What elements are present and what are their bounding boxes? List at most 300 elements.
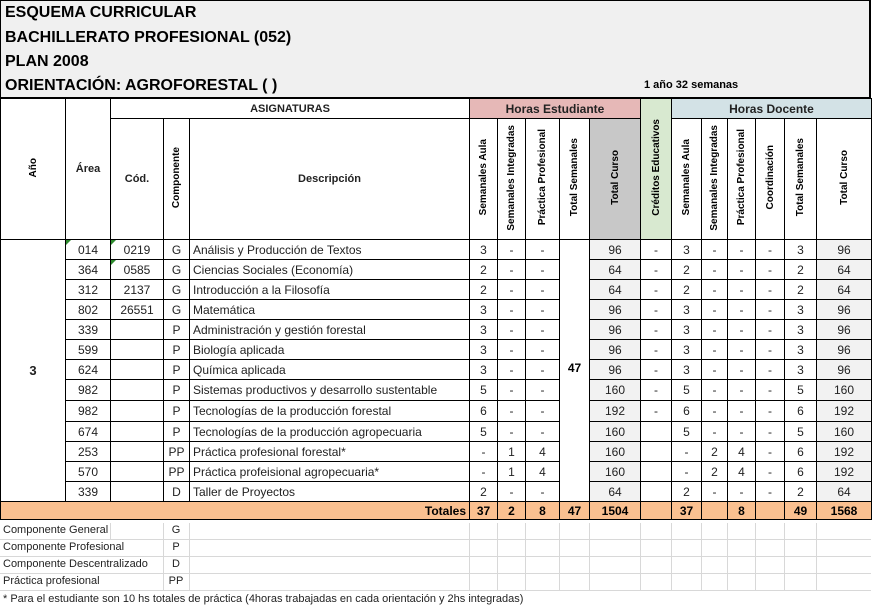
e-total-semanales-merged <box>560 240 590 502</box>
d-practica-profesional-cell: - <box>728 280 756 300</box>
d-semanales-aula-cell: 6 <box>672 401 702 422</box>
area-cell: 014 <box>66 240 111 260</box>
cod-cell <box>111 360 164 380</box>
cod-cell <box>111 442 164 462</box>
e-semanales-aula-cell: 3 <box>470 360 498 380</box>
grid-line <box>589 574 590 590</box>
d-semanales-aula-cell: 5 <box>672 380 702 401</box>
grid-line <box>559 574 560 590</box>
d-coordinacion-cell: - <box>756 340 785 360</box>
header-d-semanales-aula: Semanales Aula <box>672 119 702 240</box>
legend-row <box>0 557 871 574</box>
e-semanales-integradas-cell: - <box>498 360 526 380</box>
d-total-curso-cell: 192 <box>817 442 872 462</box>
d-coordinacion-cell: - <box>756 380 785 401</box>
header-e-total-curso: Total Curso <box>590 119 641 240</box>
componente-cell: P <box>164 380 190 401</box>
area-cell: 339 <box>66 482 111 502</box>
d-semanales-aula-cell: - <box>672 462 702 482</box>
d-total-semanales-cell: 6 <box>785 442 817 462</box>
creditos-cell: - <box>641 260 672 280</box>
d-total-semanales-cell: 2 <box>785 280 817 300</box>
grid-line <box>469 574 470 590</box>
e-semanales-integradas-cell: - <box>498 380 526 401</box>
d-semanales-integradas-cell: - <box>702 422 728 442</box>
d-total-semanales-cell: 3 <box>785 320 817 340</box>
descripcion-cell: Administración y gestión forestal <box>190 320 470 340</box>
descripcion-cell: Matemática <box>190 300 470 320</box>
d-coordinacion-cell: - <box>756 300 785 320</box>
e-practica-profesional-cell: - <box>526 401 560 422</box>
grid-line <box>525 540 526 556</box>
area-cell: 364 <box>66 260 111 280</box>
header-d-semanales-integradas: Semanales Integradas <box>702 119 728 240</box>
d-total-semanales-cell: 2 <box>785 260 817 280</box>
d-semanales-aula-cell: 3 <box>672 300 702 320</box>
e-total-curso-cell: 160 <box>590 462 641 482</box>
totals-e-curso: 1504 <box>590 502 641 520</box>
d-semanales-aula-cell: 3 <box>672 320 702 340</box>
creditos-cell: - <box>641 300 672 320</box>
d-total-semanales-cell: 3 <box>785 300 817 320</box>
componente-cell: G <box>164 240 190 260</box>
grid-line <box>701 574 702 590</box>
e-practica-profesional-cell: - <box>526 340 560 360</box>
totals-d-int <box>702 502 728 520</box>
e-semanales-integradas-cell: - <box>498 260 526 280</box>
d-semanales-integradas-cell: - <box>702 360 728 380</box>
grid-line <box>640 523 641 539</box>
area-cell: 599 <box>66 340 111 360</box>
e-total-curso-cell: 96 <box>590 240 641 260</box>
d-total-curso-cell: 96 <box>817 300 872 320</box>
grid-line <box>727 557 728 573</box>
grid-line <box>469 540 470 556</box>
grid-line <box>671 557 672 573</box>
componente-cell: P <box>164 340 190 360</box>
grid-line <box>559 540 560 556</box>
area-cell: 982 <box>66 380 111 401</box>
e-total-curso-cell: 64 <box>590 280 641 300</box>
table-row <box>1 482 872 502</box>
componente-cell: P <box>164 422 190 442</box>
title-block <box>0 0 871 98</box>
e-practica-profesional-cell: - <box>526 320 560 340</box>
d-semanales-aula-cell: 2 <box>672 260 702 280</box>
grid-line <box>589 523 590 539</box>
e-semanales-aula-cell: 3 <box>470 240 498 260</box>
e-semanales-integradas-cell: - <box>498 482 526 502</box>
descripcion-cell: Química aplicada <box>190 360 470 380</box>
grid-line <box>497 523 498 539</box>
d-total-curso-cell: 192 <box>817 401 872 422</box>
d-practica-profesional-cell: - <box>728 380 756 401</box>
d-coordinacion-cell: - <box>756 442 785 462</box>
d-total-semanales-cell: 3 <box>785 360 817 380</box>
descripcion-cell: Introducción a la Filosofía <box>190 280 470 300</box>
d-coordinacion-cell: - <box>756 260 785 280</box>
e-practica-profesional-cell: - <box>526 300 560 320</box>
d-total-curso-cell: 96 <box>817 240 872 260</box>
curriculum-table <box>0 98 872 520</box>
d-coordinacion-cell: - <box>756 401 785 422</box>
grid-line <box>755 574 756 590</box>
totals-e-sem: 47 <box>560 502 590 520</box>
d-total-semanales-cell: 6 <box>785 401 817 422</box>
grid-line <box>525 557 526 573</box>
grid-line <box>497 540 498 556</box>
header-horas-docente: Horas Docente <box>672 99 872 119</box>
totals-e-aula: 37 <box>470 502 498 520</box>
cod-cell <box>111 401 164 422</box>
grid-line <box>701 557 702 573</box>
d-semanales-integradas-cell: - <box>702 300 728 320</box>
grid-line <box>163 557 164 573</box>
d-coordinacion-cell: - <box>756 280 785 300</box>
cod-cell <box>111 380 164 401</box>
e-semanales-integradas-cell: - <box>498 240 526 260</box>
e-total-curso-cell: 64 <box>590 482 641 502</box>
table-row <box>1 401 872 422</box>
creditos-cell: - <box>641 240 672 260</box>
descripcion-cell: Sistemas productivos y desarrollo sustentable <box>190 380 470 401</box>
e-total-curso-cell: 96 <box>590 340 641 360</box>
d-practica-profesional-cell: - <box>728 320 756 340</box>
grid-line <box>559 557 560 573</box>
legend-label: Práctica profesional <box>3 575 100 587</box>
d-practica-profesional-cell: - <box>728 482 756 502</box>
table-row <box>1 360 872 380</box>
header-creditos: Créditos Educativos <box>641 99 672 240</box>
totals-d-sem: 49 <box>785 502 817 520</box>
componente-cell: P <box>164 320 190 340</box>
e-semanales-integradas-cell: - <box>498 340 526 360</box>
e-total-curso-cell: 160 <box>590 422 641 442</box>
e-semanales-aula-cell: 3 <box>470 340 498 360</box>
d-practica-profesional-cell: - <box>728 240 756 260</box>
descripcion-cell: Taller de Proyectos <box>190 482 470 502</box>
area-cell: 570 <box>66 462 111 482</box>
legend-code: PP <box>168 575 184 587</box>
e-total-semanales-value: 47 <box>567 361 582 375</box>
e-practica-profesional-cell: - <box>526 482 560 502</box>
e-total-curso-cell: 160 <box>590 442 641 462</box>
totals-d-coord <box>756 502 785 520</box>
componente-cell: D <box>164 482 190 502</box>
componente-cell: P <box>164 401 190 422</box>
e-practica-profesional-cell: 4 <box>526 442 560 462</box>
legend-code: D <box>172 558 180 570</box>
totals-d-aula: 37 <box>672 502 702 520</box>
totals-d-curso: 1568 <box>817 502 872 520</box>
descripcion-cell: Análisis y Producción de Textos <box>190 240 470 260</box>
cod-cell: 2137 <box>111 280 164 300</box>
grid-line <box>816 557 817 573</box>
d-coordinacion-cell: - <box>756 482 785 502</box>
d-coordinacion-cell: - <box>756 240 785 260</box>
d-coordinacion-cell: - <box>756 462 785 482</box>
header-anio: Año <box>1 99 66 240</box>
header-descripcion: Descripción <box>190 119 470 240</box>
e-practica-profesional-cell: 4 <box>526 462 560 482</box>
legend-row <box>0 574 871 591</box>
componente-cell: G <box>164 260 190 280</box>
d-total-curso-cell: 64 <box>817 482 872 502</box>
grid-line <box>497 557 498 573</box>
d-semanales-aula-cell: 3 <box>672 240 702 260</box>
d-total-curso-cell: 192 <box>817 462 872 482</box>
cod-cell <box>111 422 164 442</box>
grid-line <box>559 523 560 539</box>
e-semanales-integradas-cell: - <box>498 280 526 300</box>
d-semanales-integradas-cell: 2 <box>702 442 728 462</box>
e-practica-profesional-cell: - <box>526 260 560 280</box>
e-practica-profesional-cell: - <box>526 240 560 260</box>
e-practica-profesional-cell: - <box>526 422 560 442</box>
legend <box>0 523 871 605</box>
d-semanales-integradas-cell: - <box>702 380 728 401</box>
totals-cred <box>641 502 672 520</box>
title-orientacion: ORIENTACIÓN: AGROFORESTAL ( ) <box>5 77 278 94</box>
grid-line <box>189 523 190 539</box>
e-semanales-aula-cell: 6 <box>470 401 498 422</box>
d-total-curso-cell: 96 <box>817 320 872 340</box>
totals-row <box>1 502 872 520</box>
duration-label: 1 año 32 semanas <box>644 79 739 91</box>
grid-line <box>727 574 728 590</box>
d-total-curso-cell: 64 <box>817 260 872 280</box>
descripcion-cell: Tecnologías de la producción agropecuaria <box>190 422 470 442</box>
header-e-semanales-aula: Semanales Aula <box>470 119 498 240</box>
cod-cell <box>111 340 164 360</box>
header-asignaturas: ASIGNATURAS <box>111 99 470 119</box>
d-practica-profesional-cell: 4 <box>728 462 756 482</box>
header-d-practica-profesional: Práctica Profesional <box>728 119 756 240</box>
e-semanales-aula-cell: 2 <box>470 280 498 300</box>
grid-line <box>163 540 164 556</box>
footnote: * Para el estudiante son 10 hs totales de práctica (4horas trabajadas en cada orientación y 2hs integradas) <box>3 593 524 605</box>
table-row <box>1 380 872 401</box>
creditos-cell: - <box>641 401 672 422</box>
grid-line <box>727 540 728 556</box>
grid-line <box>589 557 590 573</box>
d-semanales-aula-cell: 5 <box>672 422 702 442</box>
anio-value: 3 <box>1 240 66 502</box>
grid-line <box>189 557 190 573</box>
componente-cell: G <box>164 280 190 300</box>
totals-d-prac: 8 <box>728 502 756 520</box>
e-semanales-integradas-cell: - <box>498 422 526 442</box>
table-row <box>1 340 872 360</box>
grid-line <box>525 523 526 539</box>
table-row <box>1 240 872 260</box>
d-total-semanales-cell: 3 <box>785 340 817 360</box>
creditos-cell <box>641 422 672 442</box>
d-practica-profesional-cell: 4 <box>728 442 756 462</box>
creditos-cell: - <box>641 320 672 340</box>
e-semanales-aula-cell: 5 <box>470 422 498 442</box>
grid-line <box>671 523 672 539</box>
cod-cell <box>111 482 164 502</box>
totals-label: Totales <box>1 502 470 520</box>
grid-line <box>784 540 785 556</box>
grid-line <box>640 557 641 573</box>
grid-line <box>640 540 641 556</box>
title-bachillerato: BACHILLERATO PROFESIONAL (052) <box>5 29 292 46</box>
title-esquema: ESQUEMA CURRICULAR <box>5 4 197 21</box>
legend-label: Componente General <box>3 524 109 536</box>
header-cod: Cód. <box>111 119 164 240</box>
descripcion-cell: Práctica profeisional agropecuaria* <box>190 462 470 482</box>
e-total-curso-cell: 96 <box>590 320 641 340</box>
descripcion-cell: Biología aplicada <box>190 340 470 360</box>
grid-line <box>671 574 672 590</box>
grid-line <box>671 540 672 556</box>
d-total-curso-cell: 96 <box>817 360 872 380</box>
componente-cell: PP <box>164 442 190 462</box>
e-semanales-aula-cell: 3 <box>470 300 498 320</box>
d-semanales-aula-cell: 2 <box>672 482 702 502</box>
grid-line <box>110 523 111 539</box>
e-semanales-aula-cell: 3 <box>470 320 498 340</box>
legend-label: Componente Profesional <box>3 541 125 553</box>
area-cell: 312 <box>66 280 111 300</box>
area-cell: 253 <box>66 442 111 462</box>
grid-line <box>784 523 785 539</box>
legend-row <box>0 523 871 540</box>
d-total-curso-cell: 160 <box>817 380 872 401</box>
e-total-curso-cell: 96 <box>590 360 641 380</box>
grid-line <box>589 540 590 556</box>
totals-e-int: 2 <box>498 502 526 520</box>
table-row <box>1 300 872 320</box>
d-semanales-aula-cell: - <box>672 442 702 462</box>
d-semanales-integradas-cell: - <box>702 482 728 502</box>
grid-line <box>755 523 756 539</box>
descripcion-cell: Práctica profesional forestal* <box>190 442 470 462</box>
grid-line <box>816 540 817 556</box>
e-practica-profesional-cell: - <box>526 360 560 380</box>
d-total-curso-cell: 64 <box>817 280 872 300</box>
componente-cell: G <box>164 300 190 320</box>
creditos-cell: - <box>641 360 672 380</box>
d-total-semanales-cell: 2 <box>785 482 817 502</box>
e-practica-profesional-cell: - <box>526 380 560 401</box>
title-plan: PLAN 2008 <box>5 53 89 70</box>
grid-line <box>525 574 526 590</box>
d-practica-profesional-cell: - <box>728 360 756 380</box>
cod-cell <box>111 462 164 482</box>
header-area: Área <box>66 99 111 240</box>
table-row <box>1 260 872 280</box>
cod-cell: 26551 <box>111 300 164 320</box>
e-total-curso-cell: 64 <box>590 260 641 280</box>
cod-cell: 0219 <box>111 240 164 260</box>
cod-cell <box>111 320 164 340</box>
creditos-cell: - <box>641 380 672 401</box>
d-semanales-integradas-cell: - <box>702 320 728 340</box>
grid-line <box>163 523 164 539</box>
area-cell: 339 <box>66 320 111 340</box>
d-practica-profesional-cell: - <box>728 340 756 360</box>
d-coordinacion-cell: - <box>756 320 785 340</box>
header-horas-estudiante: Horas Estudiante <box>470 99 641 119</box>
d-semanales-integradas-cell: - <box>702 401 728 422</box>
e-semanales-aula-cell: 2 <box>470 482 498 502</box>
area-cell: 802 <box>66 300 111 320</box>
totals-e-prac: 8 <box>526 502 560 520</box>
header-d-total-semanales: Total Semanales <box>785 119 817 240</box>
e-practica-profesional-cell: - <box>526 280 560 300</box>
grid-line <box>189 540 190 556</box>
table-row <box>1 422 872 442</box>
header-componente: Componente <box>164 119 190 240</box>
d-semanales-integradas-cell: - <box>702 240 728 260</box>
grid-line <box>701 523 702 539</box>
grid-line <box>469 557 470 573</box>
d-practica-profesional-cell: - <box>728 422 756 442</box>
d-practica-profesional-cell: - <box>728 300 756 320</box>
e-semanales-integradas-cell: 1 <box>498 442 526 462</box>
area-cell: 624 <box>66 360 111 380</box>
d-semanales-integradas-cell: - <box>702 260 728 280</box>
e-semanales-aula-cell: 5 <box>470 380 498 401</box>
grid-line <box>816 574 817 590</box>
header-e-total-semanales: Total Semanales <box>560 119 590 240</box>
d-semanales-integradas-cell: - <box>702 340 728 360</box>
e-total-curso-cell: 96 <box>590 300 641 320</box>
area-cell: 982 <box>66 401 111 422</box>
componente-cell: PP <box>164 462 190 482</box>
creditos-cell: - <box>641 340 672 360</box>
d-total-semanales-cell: 5 <box>785 422 817 442</box>
header-e-semanales-integradas: Semanales Integradas <box>498 119 526 240</box>
d-total-semanales-cell: 5 <box>785 380 817 401</box>
componente-cell: P <box>164 360 190 380</box>
creditos-cell <box>641 442 672 462</box>
grid-line <box>727 523 728 539</box>
e-semanales-aula-cell: 2 <box>470 260 498 280</box>
d-total-curso-cell: 96 <box>817 340 872 360</box>
e-semanales-integradas-cell: - <box>498 320 526 340</box>
descripcion-cell: Ciencias Sociales (Economía) <box>190 260 470 280</box>
header-e-practica-profesional: Práctica Profesional <box>526 119 560 240</box>
creditos-cell <box>641 482 672 502</box>
grid-line <box>784 557 785 573</box>
e-semanales-integradas-cell: - <box>498 401 526 422</box>
grid-line <box>163 574 164 590</box>
d-semanales-aula-cell: 3 <box>672 360 702 380</box>
creditos-cell <box>641 462 672 482</box>
table-row <box>1 442 872 462</box>
grid-line <box>497 574 498 590</box>
header-d-coordinacion: Coordinación <box>756 119 785 240</box>
table-row <box>1 320 872 340</box>
d-total-curso-cell: 160 <box>817 422 872 442</box>
area-cell: 674 <box>66 422 111 442</box>
d-practica-profesional-cell: - <box>728 260 756 280</box>
d-coordinacion-cell: - <box>756 360 785 380</box>
table-row <box>1 462 872 482</box>
d-total-semanales-cell: 3 <box>785 240 817 260</box>
e-semanales-integradas-cell: 1 <box>498 462 526 482</box>
creditos-cell: - <box>641 280 672 300</box>
grid-line <box>640 574 641 590</box>
d-semanales-integradas-cell: 2 <box>702 462 728 482</box>
d-total-semanales-cell: 6 <box>785 462 817 482</box>
d-coordinacion-cell: - <box>756 422 785 442</box>
legend-code: G <box>171 524 181 536</box>
